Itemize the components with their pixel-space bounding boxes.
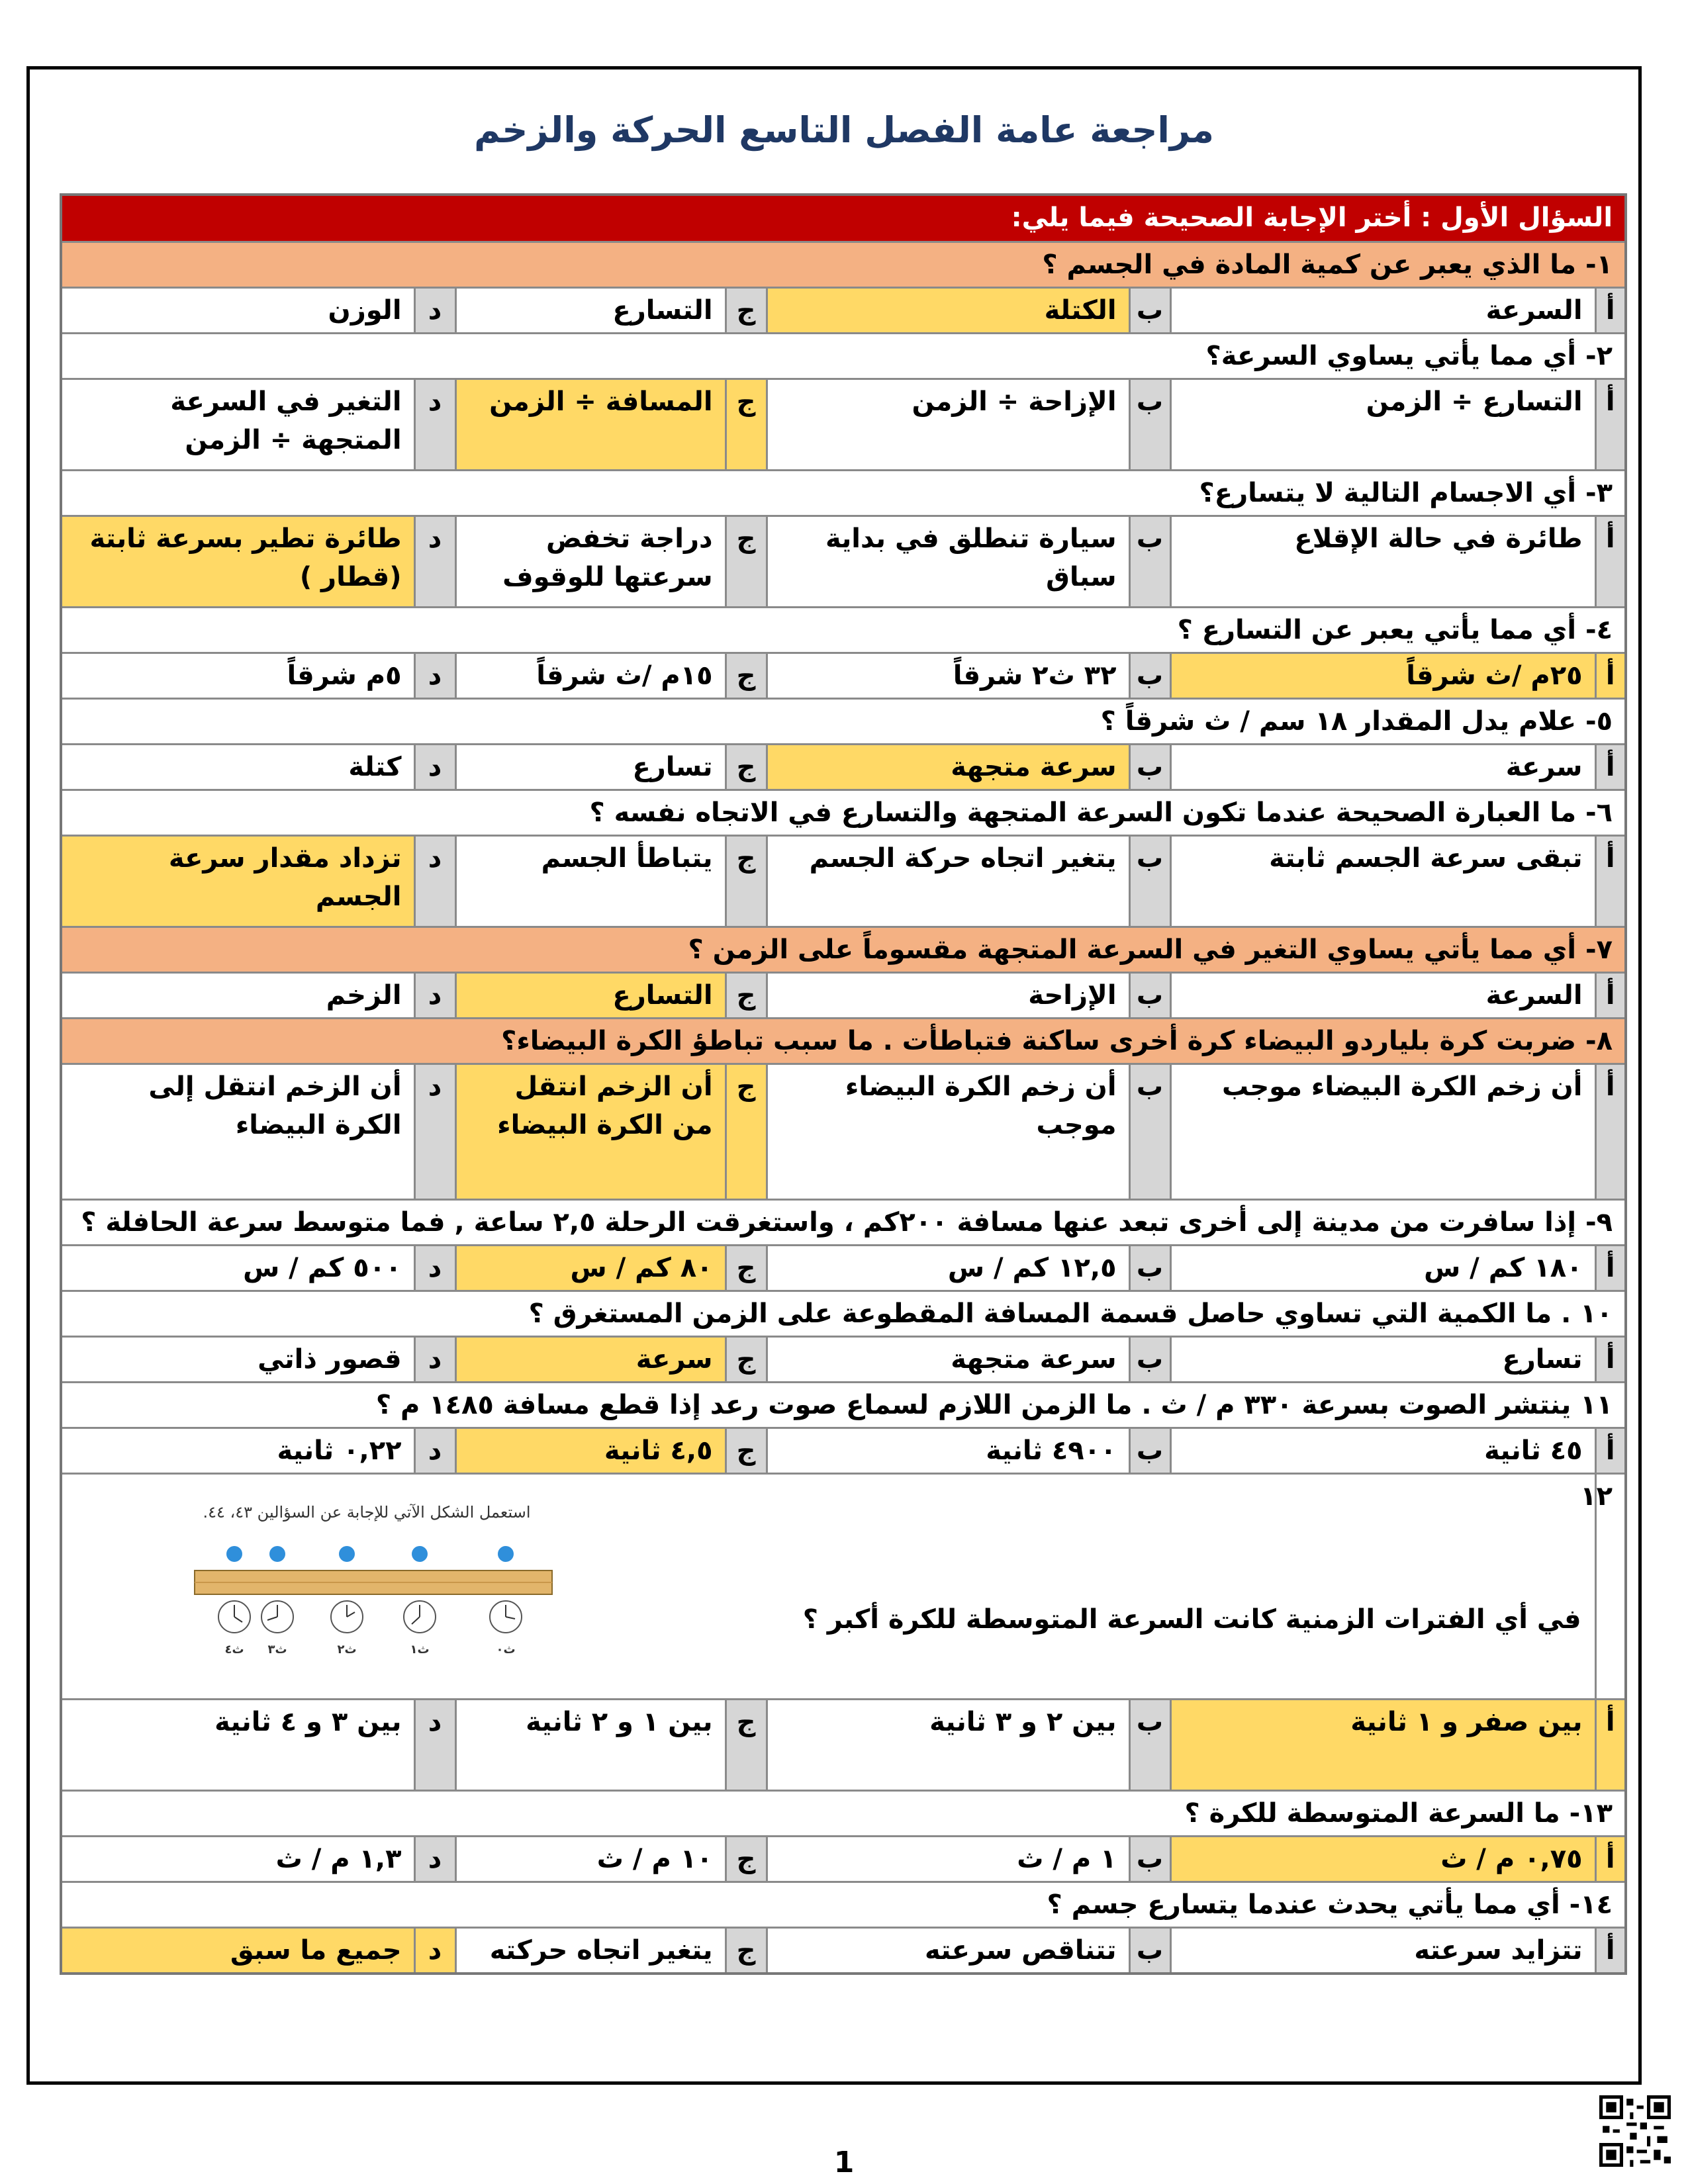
question-text: ١- ما الذي يعبر عن كمية المادة في الجسم ؟ — [61, 242, 1626, 288]
ball-position-4 — [498, 1546, 514, 1562]
option-a[interactable]: سرعة — [1170, 745, 1595, 790]
option-b[interactable]: سرعة متجهة — [767, 1337, 1129, 1383]
option-d[interactable]: بين ٣ و ٤ ثانية — [61, 1700, 414, 1791]
option-letter-d: د — [414, 1337, 455, 1383]
option-b[interactable]: الإزاحة — [767, 973, 1129, 1019]
ball-position-1 — [269, 1546, 285, 1562]
option-letter-b: ب — [1129, 516, 1170, 608]
question-number: ١٢ — [1595, 1474, 1626, 1700]
question-text: ١٣- ما السرعة المتوسطة للكرة ؟ — [61, 1791, 1626, 1837]
clock-label: ث٤ — [224, 1643, 244, 1657]
option-letter-d: د — [414, 1428, 455, 1474]
options-row — [61, 745, 1626, 790]
question-row — [61, 1383, 1626, 1428]
options-row — [61, 1928, 1626, 1974]
option-letter-b: ب — [1129, 1428, 1170, 1474]
option-letter-c: ج — [726, 1246, 767, 1291]
question-row — [61, 927, 1626, 973]
question-row — [61, 1200, 1626, 1246]
option-b[interactable]: سرعة متجهة — [767, 745, 1129, 790]
question-row — [61, 1291, 1626, 1337]
option-letter-d: د — [414, 745, 455, 790]
question-row — [61, 1474, 1626, 1700]
option-letter-b: ب — [1129, 379, 1170, 471]
page-title: مراجعة عامة الفصل التاسع الحركة والزخم — [474, 109, 1214, 151]
ball-motion-figure — [188, 1534, 559, 1673]
option-a[interactable]: تبقى سرعة الجسم ثابتة — [1170, 836, 1595, 927]
option-letter-a: أ — [1595, 1837, 1626, 1882]
question-row — [61, 471, 1626, 516]
question-text: ١١ ينتشر الصوت بسرعة ٣٣٠ م / ث . ما الزمن اللازم لسماع صوت رعد إذا قطع مسافة ١٤٨٥ م ؟ — [61, 1383, 1626, 1428]
option-letter-c: ج — [726, 1928, 767, 1974]
option-letter-a: أ — [1595, 653, 1626, 699]
option-a[interactable]: تسارع — [1170, 1337, 1595, 1383]
question-row — [61, 1019, 1626, 1064]
figure-caption: استعمل الشكل الآتي للإجابة عن السؤالين ٤٣، ٤٤. — [203, 1503, 531, 1522]
option-letter-a: أ — [1595, 745, 1626, 790]
question-text: ٣- أي الاجسام التالية لا يتسارع؟ — [61, 471, 1626, 516]
ball-position-0 — [226, 1546, 242, 1562]
option-letter-a: أ — [1595, 379, 1626, 471]
question-text: ٩- إذا سافرت من مدينة إلى أخرى تبعد عنها مسافة ٢٠٠كم ، واستغرقت الرحلة ٢,٥ ساعة , فما متوسط سرعة الحافلة ؟ — [61, 1200, 1626, 1246]
options-row — [61, 1064, 1626, 1200]
options-row — [61, 653, 1626, 699]
clock-label: ث٣ — [267, 1643, 287, 1657]
options-row — [61, 1428, 1626, 1474]
option-letter-b: ب — [1129, 1700, 1170, 1791]
option-letter-d: د — [414, 379, 455, 471]
option-c[interactable]: التسارع — [455, 973, 726, 1019]
option-letter-a: أ — [1595, 288, 1626, 334]
option-d[interactable]: كتلة — [61, 745, 414, 790]
clock-label: ث١ — [410, 1643, 430, 1657]
option-letter-c: ج — [726, 288, 767, 334]
option-d[interactable]: ٠,٢٢ ثانية — [61, 1428, 414, 1474]
options-row — [61, 1837, 1626, 1882]
option-b[interactable]: تتناقص سرعته — [767, 1928, 1129, 1974]
option-b[interactable]: الإزاحة ÷ الزمن — [767, 379, 1129, 471]
option-c[interactable]: ١٥م /ث شرقاً — [455, 653, 726, 699]
option-letter-a: أ — [1595, 1928, 1626, 1974]
option-letter-a: أ — [1595, 1246, 1626, 1291]
option-a[interactable]: ٢٥م /ث شرقاً — [1170, 653, 1595, 699]
question-row — [61, 608, 1626, 653]
question-text: ٧- أي مما يأتي يساوي التغير في السرعة المتجهة مقسوماً على الزمن ؟ — [61, 927, 1626, 973]
question-text: ٨- ضربت كرة بلياردو البيضاء كرة أخرى ساكنة فتباطأت . ما سبب تباطؤ الكرة البيضاء؟ — [61, 1019, 1626, 1064]
option-b[interactable]: سيارة تنطلق في بداية سباق — [767, 516, 1129, 608]
option-letter-c: ج — [726, 1428, 767, 1474]
option-a[interactable]: ١٨٠ كم / س — [1170, 1246, 1595, 1291]
option-letter-b: ب — [1129, 288, 1170, 334]
option-letter-c: ج — [726, 516, 767, 608]
option-c[interactable]: تسارع — [455, 745, 726, 790]
section-header: السؤال الأول : أختر الإجابة الصحيحة فيما يلي: — [61, 195, 1626, 242]
option-letter-d: د — [414, 1837, 455, 1882]
option-d[interactable]: التغير في السرعة المتجهة ÷ الزمن — [61, 379, 414, 471]
question-text: ١٤- أي مما يأتي يحدث عندما يتسارع جسم ؟ — [61, 1882, 1626, 1928]
question-row — [61, 1882, 1626, 1928]
option-d[interactable]: ١,٣ م / ث — [61, 1837, 414, 1882]
options-row — [61, 1337, 1626, 1383]
question-row — [61, 1791, 1626, 1837]
question-text: ٢- أي مما يأتي يساوي السرعة؟ — [61, 334, 1626, 379]
option-b[interactable]: ١ م / ث — [767, 1837, 1129, 1882]
option-letter-d: د — [414, 288, 455, 334]
option-letter-b: ب — [1129, 653, 1170, 699]
option-d[interactable]: تزداد مقدار سرعة الجسم — [61, 836, 414, 927]
option-letter-b: ب — [1129, 745, 1170, 790]
question-text: في أي الفترات الزمنية كانت السرعة المتوسطة للكرة أكبر ؟ — [802, 1604, 1581, 1635]
option-letter-b: ب — [1129, 1928, 1170, 1974]
options-row — [61, 973, 1626, 1019]
option-d[interactable]: أن الزخم انتقل إلى الكرة البيضاء — [61, 1064, 414, 1200]
question-row — [61, 242, 1626, 288]
option-letter-d: د — [414, 516, 455, 608]
options-row — [61, 379, 1626, 471]
option-letter-c: ج — [726, 1064, 767, 1200]
option-c[interactable]: ٨٠ كم / س — [455, 1246, 726, 1291]
option-letter-b: ب — [1129, 836, 1170, 927]
clock-label: ث٢ — [337, 1643, 357, 1657]
option-d[interactable]: الزخم — [61, 973, 414, 1019]
page-number: 1 — [833, 2146, 855, 2179]
option-c[interactable]: يتباطأ الجسم — [455, 836, 726, 927]
option-letter-b: ب — [1129, 1246, 1170, 1291]
option-b[interactable]: بين ٢ و ٣ ثانية — [767, 1700, 1129, 1791]
option-c[interactable]: ١٠ م / ث — [455, 1837, 726, 1882]
option-a[interactable]: السرعة — [1170, 288, 1595, 334]
option-c[interactable]: دراجة تخفض سرعتها للوقوف — [455, 516, 726, 608]
option-letter-c: ج — [726, 973, 767, 1019]
option-d[interactable]: قصور ذاتي — [61, 1337, 414, 1383]
option-a[interactable]: السرعة — [1170, 973, 1595, 1019]
option-d[interactable]: جميع ما سبق — [61, 1928, 414, 1974]
option-letter-c: ج — [726, 1337, 767, 1383]
option-letter-a: أ — [1595, 1337, 1626, 1383]
question-text: ١٠ . ما الكمية التي تساوي حاصل قسمة المسافة المقطوعة على الزمن المستغرق ؟ — [61, 1291, 1626, 1337]
option-letter-d: د — [414, 1928, 455, 1974]
option-a[interactable]: تتزايد سرعته — [1170, 1928, 1595, 1974]
option-b[interactable]: يتغير اتجاه حركة الجسم — [767, 836, 1129, 927]
option-d[interactable]: الوزن — [61, 288, 414, 334]
option-letter-a: أ — [1595, 1064, 1626, 1200]
option-letter-a: أ — [1595, 973, 1626, 1019]
ball-position-2 — [339, 1546, 355, 1562]
option-b[interactable]: ٤٩٠٠ ثانية — [767, 1428, 1129, 1474]
option-c[interactable]: أن الزخم انتقل من الكرة البيضاء — [455, 1064, 726, 1200]
options-row — [61, 836, 1626, 927]
option-letter-a: أ — [1595, 516, 1626, 608]
option-c[interactable]: ٤,٥ ثانية — [455, 1428, 726, 1474]
option-b[interactable]: الكتلة — [767, 288, 1129, 334]
option-a[interactable]: طائرة في حالة الإقلاع — [1170, 516, 1595, 608]
option-letter-c: ج — [726, 653, 767, 699]
option-a[interactable]: بين صفر و ١ ثانية — [1170, 1700, 1595, 1791]
question-row — [61, 699, 1626, 745]
option-letter-c: ج — [726, 836, 767, 927]
option-b[interactable]: ١٢,٥ كم / س — [767, 1246, 1129, 1291]
question-row — [61, 790, 1626, 836]
option-letter-b: ب — [1129, 1064, 1170, 1200]
option-letter-d: د — [414, 653, 455, 699]
question-row — [61, 334, 1626, 379]
question-text: ٥- علام يدل المقدار ١٨ سم / ث شرقاً ؟ — [61, 699, 1626, 745]
clock-label: ث٠ — [496, 1643, 516, 1657]
options-row — [61, 1700, 1626, 1791]
option-letter-c: ج — [726, 1837, 767, 1882]
option-letter-d: د — [414, 836, 455, 927]
option-letter-d: د — [414, 1700, 455, 1791]
option-c[interactable]: المسافة ÷ الزمن — [455, 379, 726, 471]
option-a[interactable]: ٤٥ ثانية — [1170, 1428, 1595, 1474]
option-letter-d: د — [414, 1246, 455, 1291]
option-d[interactable]: ٥٠٠ كم / س — [61, 1246, 414, 1291]
option-letter-c: ج — [726, 1700, 767, 1791]
option-letter-b: ب — [1129, 1337, 1170, 1383]
option-letter-d: د — [414, 1064, 455, 1200]
option-a[interactable]: التسارع ÷ الزمن — [1170, 379, 1595, 471]
option-letter-b: ب — [1129, 973, 1170, 1019]
option-letter-c: ج — [726, 745, 767, 790]
option-letter-a: أ — [1595, 1700, 1626, 1791]
option-letter-a: أ — [1595, 836, 1626, 927]
option-d[interactable]: ٥م شرقاً — [61, 653, 414, 699]
option-c[interactable]: يتغير اتجاه حركته — [455, 1928, 726, 1974]
option-c[interactable]: بين ١ و ٢ ثانية — [455, 1700, 726, 1791]
ball-position-3 — [412, 1546, 428, 1562]
option-letter-b: ب — [1129, 1837, 1170, 1882]
option-c[interactable]: سرعة — [455, 1337, 726, 1383]
option-b[interactable]: أن زخم الكرة البيضاء موجب — [767, 1064, 1129, 1200]
option-letter-c: ج — [726, 379, 767, 471]
question-table — [60, 193, 1627, 1975]
question-text: ٤- أي مما يأتي يعبر عن التسارع ؟ — [61, 608, 1626, 653]
options-row — [61, 288, 1626, 334]
option-a[interactable]: ٠,٧٥ م / ث — [1170, 1837, 1595, 1882]
option-b[interactable]: ٣٢ ث٢ شرقاً — [767, 653, 1129, 699]
question-text: ٦- ما العبارة الصحيحة عندما تكون السرعة المتجهة والتسارع في الاتجاه نفسه ؟ — [61, 790, 1626, 836]
options-row — [61, 1246, 1626, 1291]
option-letter-a: أ — [1595, 1428, 1626, 1474]
option-d[interactable]: طائرة تطير بسرعة ثابتة (قطار ) — [61, 516, 414, 608]
option-c[interactable]: التسارع — [455, 288, 726, 334]
options-row — [61, 516, 1626, 608]
option-letter-d: د — [414, 973, 455, 1019]
option-a[interactable]: أن زخم الكرة البيضاء موجب — [1170, 1064, 1595, 1200]
question-figure-cell — [61, 1474, 1595, 1700]
